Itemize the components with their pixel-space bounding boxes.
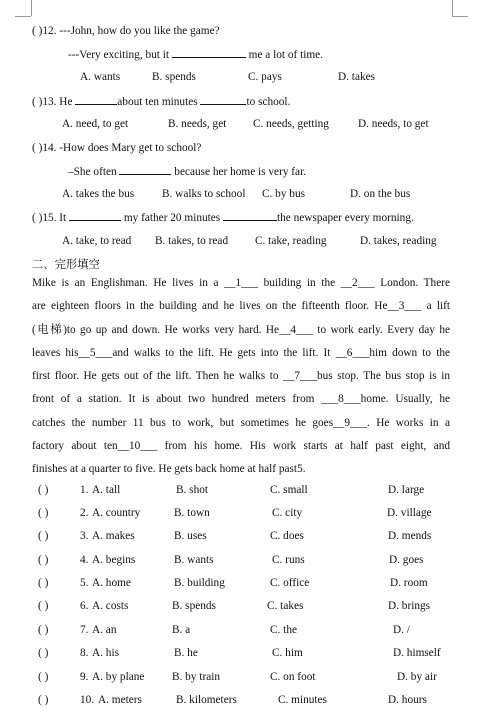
item-number: 8. bbox=[80, 647, 89, 659]
option-d[interactable]: D. goes bbox=[389, 554, 424, 566]
option-b[interactable]: B. shot bbox=[176, 484, 209, 496]
item-number: 9. bbox=[80, 671, 89, 683]
option-a[interactable]: A. his bbox=[92, 647, 119, 659]
cloze-item bbox=[0, 624, 486, 640]
cloze-item bbox=[0, 554, 486, 570]
item-number: 4. bbox=[80, 554, 89, 566]
answer-paren[interactable]: ( ) bbox=[38, 600, 49, 612]
option-a[interactable]: A. costs bbox=[92, 600, 129, 612]
answer-blank[interactable] bbox=[200, 94, 246, 105]
crop-mark-top-right bbox=[452, 0, 453, 16]
option-a[interactable]: A. wants bbox=[80, 71, 121, 83]
option-b[interactable]: B. needs, get bbox=[168, 118, 227, 130]
option-d[interactable]: D. brings bbox=[388, 600, 431, 612]
option-d[interactable]: D. mends bbox=[388, 530, 432, 542]
answer-text: ---Very exciting, but it bbox=[68, 49, 170, 61]
option-c[interactable]: C. takes bbox=[267, 600, 304, 612]
option-d[interactable]: D. room bbox=[390, 577, 428, 589]
answer-blank[interactable] bbox=[69, 210, 121, 221]
cloze-item bbox=[0, 694, 486, 710]
option-c[interactable]: C. on foot bbox=[270, 671, 316, 683]
answer-blank[interactable] bbox=[223, 210, 277, 221]
passage-line: are eighteen floors in the building and he lives on the fifteenth floor. He__3___ a lift bbox=[32, 300, 450, 313]
cloze-item bbox=[0, 600, 486, 616]
option-d[interactable]: D. himself bbox=[393, 647, 441, 659]
item-number: 7. bbox=[80, 624, 89, 636]
item-number: 6. bbox=[80, 600, 89, 612]
option-c[interactable]: C. does bbox=[270, 530, 304, 542]
item-number: 3. bbox=[80, 530, 89, 542]
question-12-text: ( )12. ---John, how do you like the game? bbox=[32, 25, 220, 37]
section-heading: 二、完形填空 bbox=[32, 258, 100, 271]
option-a[interactable]: A. takes the bus bbox=[62, 188, 135, 200]
option-a[interactable]: A. meters bbox=[98, 694, 142, 706]
answer-paren[interactable]: ( ) bbox=[38, 507, 49, 519]
question-text: to school. bbox=[246, 96, 291, 108]
answer-paren[interactable]: ( ) bbox=[38, 647, 49, 659]
passage-line: leaves his__5___and walks to the lift. He gets into the lift. It __6___him down to the bbox=[32, 346, 450, 359]
crop-mark-top-left bbox=[31, 0, 32, 16]
option-c[interactable]: C. minutes bbox=[278, 694, 327, 706]
answer-blank[interactable] bbox=[119, 164, 171, 175]
option-a[interactable]: A. tall bbox=[92, 484, 121, 496]
option-b[interactable]: B. he bbox=[174, 647, 198, 659]
question-text: ( )14. -How does Mary get to school? bbox=[32, 142, 202, 154]
cloze-item bbox=[0, 647, 486, 663]
option-b[interactable]: B. wants bbox=[174, 554, 214, 566]
option-c[interactable]: C. small bbox=[270, 484, 308, 496]
cloze-passage bbox=[32, 272, 450, 482]
crop-mark-top-left bbox=[15, 16, 31, 17]
question-12-prompt bbox=[32, 24, 220, 38]
question-text: my father 20 minutes bbox=[123, 212, 221, 224]
item-number: 5. bbox=[80, 577, 89, 589]
crop-mark-top-right bbox=[452, 16, 468, 17]
option-a[interactable]: A. an bbox=[92, 624, 117, 636]
option-b[interactable]: B. a bbox=[172, 624, 191, 636]
option-c[interactable]: C. him bbox=[272, 647, 303, 659]
question-text: ( )15. It bbox=[32, 212, 67, 224]
cloze-item bbox=[0, 530, 486, 546]
question-text: ( )13. He bbox=[32, 96, 73, 108]
option-c[interactable]: C. city bbox=[272, 507, 303, 519]
option-c[interactable]: C. pays bbox=[248, 71, 282, 83]
option-b[interactable]: B. takes, to read bbox=[155, 235, 229, 247]
option-b[interactable]: B. walks to school bbox=[162, 188, 246, 200]
answer-blank[interactable] bbox=[75, 94, 117, 105]
answer-paren[interactable]: ( ) bbox=[38, 694, 49, 706]
option-b[interactable]: B. spends bbox=[152, 71, 196, 83]
option-b[interactable]: B. uses bbox=[174, 530, 207, 542]
passage-line: (电梯)to go up and down. He works very hard. He__4___ to work early. Every day he bbox=[32, 323, 450, 336]
cloze-item bbox=[0, 671, 486, 687]
passage-line: first floor. He gets out of the lift. Then he walks to __7___bus stop. The bus stop is in bbox=[32, 370, 450, 383]
answer-text: because her home is very far. bbox=[174, 166, 307, 178]
question-14-prompt bbox=[32, 141, 201, 155]
passage-line: factory about ten__10___ from his home. His work starts at half past eight, and bbox=[32, 440, 450, 453]
question-13-prompt bbox=[32, 94, 290, 109]
passage-line: finishes at a quarter to five. He gets back home at half past5. bbox=[32, 463, 306, 476]
option-a[interactable]: A. take, to read bbox=[62, 235, 132, 247]
answer-text: –She often bbox=[68, 166, 117, 178]
option-d[interactable]: D. on the bus bbox=[350, 188, 411, 200]
option-a[interactable]: A. by plane bbox=[92, 671, 145, 683]
option-a[interactable]: A. begins bbox=[92, 554, 136, 566]
option-a[interactable]: A. makes bbox=[92, 530, 135, 542]
question-12-answer-line bbox=[68, 47, 323, 62]
item-number: 2. bbox=[80, 507, 89, 519]
answer-paren[interactable]: ( ) bbox=[38, 671, 49, 683]
answer-blank[interactable] bbox=[172, 47, 246, 58]
passage-line: Mike is an Englishman. He lives in a __1___ building in the __2___ London. There bbox=[32, 277, 450, 289]
question-15-prompt bbox=[32, 210, 414, 225]
option-d[interactable]: D. / bbox=[393, 624, 410, 636]
option-c[interactable]: C. runs bbox=[272, 554, 305, 566]
answer-text: me a lot of time. bbox=[248, 49, 324, 61]
option-a[interactable]: A. need, to get bbox=[62, 118, 129, 130]
answer-paren[interactable]: ( ) bbox=[38, 624, 49, 636]
option-c[interactable]: C. needs, getting bbox=[253, 118, 329, 130]
cloze-item bbox=[0, 507, 486, 523]
question-14-answer-line bbox=[68, 164, 306, 179]
option-b[interactable]: B. spends bbox=[172, 600, 216, 612]
option-a[interactable]: A. country bbox=[92, 507, 141, 519]
option-b[interactable]: B. town bbox=[174, 507, 210, 519]
question-text: about ten minutes bbox=[117, 96, 198, 108]
option-d[interactable]: D. hours bbox=[388, 694, 427, 706]
answer-paren[interactable]: ( ) bbox=[38, 484, 49, 496]
answer-paren[interactable]: ( ) bbox=[38, 554, 49, 566]
option-c[interactable]: C. take, reading bbox=[255, 235, 327, 247]
answer-paren[interactable]: ( ) bbox=[38, 530, 49, 542]
option-d[interactable]: D. by air bbox=[397, 671, 437, 683]
option-d[interactable]: D. large bbox=[388, 484, 425, 496]
option-c[interactable]: C. office bbox=[270, 577, 310, 589]
question-text: the newspaper every morning. bbox=[277, 212, 414, 224]
option-d[interactable]: D. village bbox=[387, 507, 432, 519]
passage-line: front of a station. It is about two hundred meters from ___8___home. Usually, he bbox=[32, 393, 450, 406]
cloze-item bbox=[0, 577, 486, 593]
option-b[interactable]: B. kilometers bbox=[176, 694, 237, 706]
option-b[interactable]: B. by train bbox=[172, 671, 221, 683]
option-b[interactable]: B. building bbox=[174, 577, 225, 589]
cloze-item bbox=[0, 484, 486, 500]
answer-paren[interactable]: ( ) bbox=[38, 577, 49, 589]
passage-line: catches the number 11 bus to work, but sometimes he goes__9___. He works in a bbox=[32, 416, 450, 429]
item-number: 1. bbox=[80, 484, 89, 496]
option-d[interactable]: D. needs, to get bbox=[358, 118, 429, 130]
option-c[interactable]: C. by bus bbox=[262, 188, 305, 200]
option-c[interactable]: C. the bbox=[270, 624, 297, 636]
option-d[interactable]: D. takes, reading bbox=[360, 235, 437, 247]
item-number: 10. bbox=[80, 694, 95, 706]
option-d[interactable]: D. takes bbox=[338, 71, 376, 83]
option-a[interactable]: A. home bbox=[92, 577, 131, 589]
